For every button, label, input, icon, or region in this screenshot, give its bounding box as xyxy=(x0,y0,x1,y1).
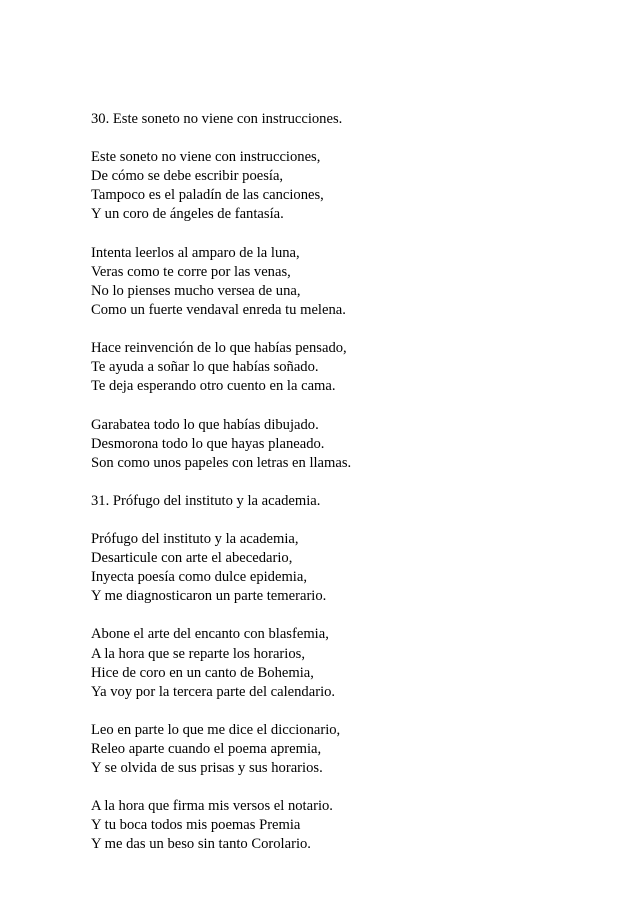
verse-line: Tampoco es el paladín de las canciones, xyxy=(91,187,324,204)
verse-line: Intenta leerlos al amparo de la luna, xyxy=(91,244,300,261)
verse-line: Te deja esperando otro cuento en la cama. xyxy=(91,378,336,395)
document-content xyxy=(91,110,591,855)
verse-line: Y se olvida de sus prisas y sus horarios. xyxy=(91,760,323,777)
verse-line: Inyecta poesía como dulce epidemia, xyxy=(91,569,307,586)
poem-title: 31. Prófugo del instituto y la academia. xyxy=(91,492,321,509)
poem-30 xyxy=(91,110,591,473)
verse-line: Son como unos papeles con letras en llamas. xyxy=(91,454,352,471)
verse-line: Hice de coro en un canto de Bohemia, xyxy=(91,664,314,681)
stanza xyxy=(91,625,591,701)
verse-line: Y un coro de ángeles de fantasía. xyxy=(91,206,284,223)
verse-line: No lo pienses mucho versea de una, xyxy=(91,282,301,299)
verse-line: Desmorona todo lo que hayas planeado. xyxy=(91,435,325,452)
verse-line: Leo en parte lo que me dice el diccionario, xyxy=(91,721,341,738)
verse-line: Como un fuerte vendaval enreda tu melena. xyxy=(91,301,346,318)
verse-line: Abone el arte del encanto con blasfemia, xyxy=(91,626,329,643)
stanza xyxy=(91,416,591,473)
poem-title: 30. Este soneto no viene con instrucciones. xyxy=(91,111,343,127)
verse-line: Releo aparte cuando el poema apremia, xyxy=(91,741,322,757)
verse-line: Desarticule con arte el abecedario, xyxy=(91,550,293,567)
verse-line: De cómo se debe escribir poesía, xyxy=(91,168,284,185)
verse-line: Te ayuda a soñar lo que habías soñado. xyxy=(91,359,319,376)
verse-line: Prófugo del instituto y la academia, xyxy=(91,530,299,547)
stanza xyxy=(91,721,591,778)
verse-line: Garabatea todo lo que habías dibujado. xyxy=(91,416,319,433)
verse-line: Y me das un beso sin tanto Corolario. xyxy=(91,836,311,853)
stanza xyxy=(91,148,591,224)
stanza xyxy=(91,530,591,606)
verse-line: Veras como te corre por las venas, xyxy=(91,263,291,280)
verse-line: Y me diagnosticaron un parte temerario. xyxy=(91,588,327,605)
verse-line: Y tu boca todos mis poemas Premia xyxy=(91,817,301,834)
verse-line: Hace reinvención de lo que habías pensado, xyxy=(91,340,347,357)
stanza xyxy=(91,797,591,854)
verse-line: Ya voy por la tercera parte del calendario. xyxy=(91,683,336,700)
verse-line: Este soneto no viene con instrucciones, xyxy=(91,149,321,166)
stanza xyxy=(91,339,591,396)
verse-line: A la hora que se reparte los horarios, xyxy=(91,645,305,662)
poem-31 xyxy=(91,492,591,855)
verse-line: A la hora que firma mis versos el notario. xyxy=(91,798,333,815)
stanza xyxy=(91,244,591,320)
